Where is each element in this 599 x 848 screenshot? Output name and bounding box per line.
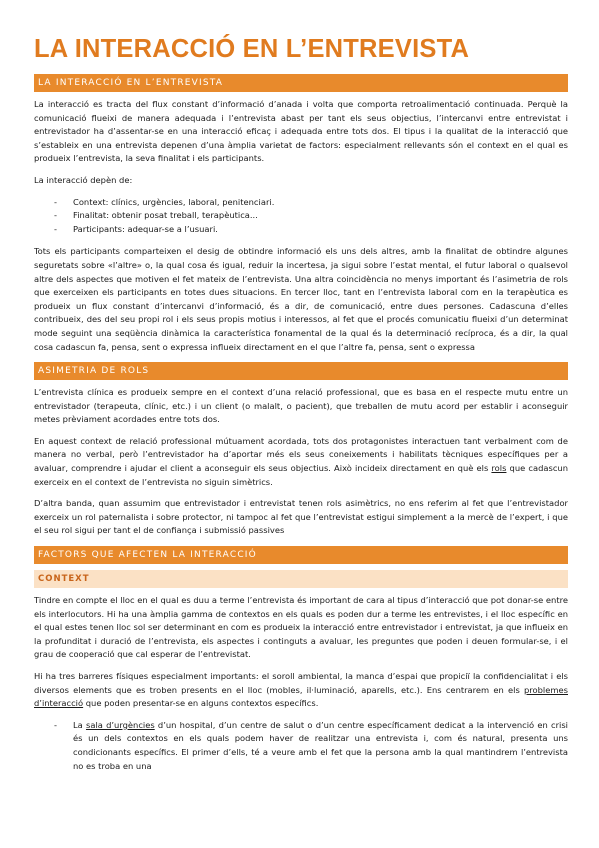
problemes-interaccio-link[interactable]: problemes d’interacció	[34, 684, 568, 709]
bullet-dash: -	[54, 210, 58, 221]
section-heading-asimetria: ASIMETRIA DE ROLS	[34, 362, 568, 380]
list-item: - Participants: adequar-se a l’usuari.	[34, 223, 568, 237]
paragraph: La interacció depèn de:	[34, 174, 133, 185]
page-title: LA INTERACCIÓ EN L’ENTREVISTA	[34, 35, 470, 63]
bullet-dash: -	[54, 223, 58, 234]
sala-urgencies-link[interactable]: sala d’urgències	[85, 719, 155, 730]
paragraph: Tindre en compte el lloc en el qual es duu a terme l’entrevista és important de cara al tipus d’interacció que pot donar-se entre els interlocutors. Hi ha una àmplia gamma de contextos en els quals es poden dur a terme les entrevistes, i el lloc específic en el qual estes tenen lloc sol ser determinant en com es produeix la interacció entre entrevistador i entrevistat, ja que influeix en la profunditat i duració de l’entrevista, els aspectes i continguts a avaluar, les preguntes que poden i deuen formular-se, i el grau de cooperació que cal esperar de l’entrevistat.	[34, 595, 568, 660]
document-page	[34, 34, 568, 782]
paragraph: Hi ha tres barreres físiques especialment importants: el soroll ambiental, la manca d’espai que propiciï la confidencialitat i els diversos elements que es troben presents en el lloc (mobles, il·luminació, aparells, etc.). Ens centrarem en els problemes d’interacció que poden presentar-se en alguns contextos específics.	[34, 671, 568, 709]
paragraph: En aquest context de relació professional mútuament acordada, tots dos protagonistes interactuen tant verbalment com de manera no verbal, però l’entrevistador ha d’aportar més els seus coneixements i habilitats tècniques específiques per a avaluar, comprendre i ajudar el client a aconseguir els seus objectius. Això incideix directament en què els rols que cadascun exerceix en el context de l’entrevista no siguin simètrics.	[34, 435, 568, 487]
bullet-list	[34, 196, 568, 237]
bullet-dash: -	[54, 196, 58, 207]
subsection-heading-context: CONTEXT	[34, 570, 568, 588]
paragraph: Tots els participants comparteixen el desig de obtindre informació els uns dels altres, amb la finalitat de obtindre algunes seguretats sobre «l’altre» o, la qual cosa és igual, reduir la incertesa, ja sigui sobre l’estat mental, el futur laboral o qualsevol altre dels aspectes que motiven el fet mateix de l’entrevista. Una altra coincidència no menys important és l’asimetria de rols que exerceixen els participants en totes dues situacions. En tercer lloc, tant en l’entrevista laboral com en la terapèutica es produeix un flux constant d’intercanvi d’informació, és a dir, de comunicació, entre dues persones. Cadascuna d’elles contribueix, des del seu propi rol i els seus propis motius i interessos, al fet que el procés comunicatiu flueixi d’un determinat mode seguint una seqüència dinàmica la característica fonamental de la qual és la determinació recíproca, és a dir, la qual cosa cadascun fa, pensa, sent o expressa influeix directament en el que l’altre fa, pensa, sent o expressa	[34, 246, 568, 352]
bullet-dash: -	[54, 719, 58, 730]
section-heading-interaccio: LA INTERACCIÓ EN L’ENTREVISTA	[34, 74, 568, 92]
rols-link[interactable]: rols	[491, 463, 507, 474]
list-item: - Finalitat: obtenir posat treball, terapèutica...	[34, 209, 568, 223]
list-item: - Context: clínics, urgències, laboral, penitenciari.	[34, 196, 568, 210]
section-heading-factors: FACTORS QUE AFECTEN LA INTERACCIÓ	[34, 546, 568, 564]
paragraph: D’altra banda, quan assumim que entrevistador i entrevistat tenen rols asimètrics, no ens referim al fet que l’entrevistador exerceix un rol paternalista i sobre protector, ni tampoc al fet que l’entrevistat estigui simplement a la mercè de l’expert, i que el seu rol sigui per tant el de confiança i submissió passives	[34, 498, 568, 536]
list-item: - La sala d’urgències d’un hospital, d’un centre de salut o d’un centre específicament dedicat a la intervenció en crisi és un dels contextos en els quals podem haver de realitzar una entrevista i, com és natural, presenta uns condicionants específics. El primer d’ells, té a veure amb el fet que la persona amb la qual mantindrem l’entrevista no es troba en una	[54, 719, 568, 771]
bullet-list	[34, 719, 568, 773]
paragraph: La interacció es tracta del flux constant d’informació d’anada i volta que comporta retroalimentació continuada. Perquè la comunicació flueixi de manera adequada i l’entrevista abast per tant els seus objectius, l’intercanvi entre entrevistat i entrevistador ha d’assentar-se en una interacció eficaç i adequada entre tots dos. El tipus i la qualitat de la interacció que s’estableix en una entrevista depenen d’una àmplia varietat de factors: especialment rellevants són el context en el qual es produeix l’entrevista, la seva finalitat i els participants.	[34, 99, 568, 164]
paragraph: L’entrevista clínica es produeix sempre en el context d’una relació professional, que es basa en el respecte mutu entre un entrevistador (terapeuta, clínic, etc.) i un client (o malalt, o pacient), que treballen de mutu acord per establir i aconseguir metes prèviament acordades entre tots dos.	[34, 387, 568, 425]
